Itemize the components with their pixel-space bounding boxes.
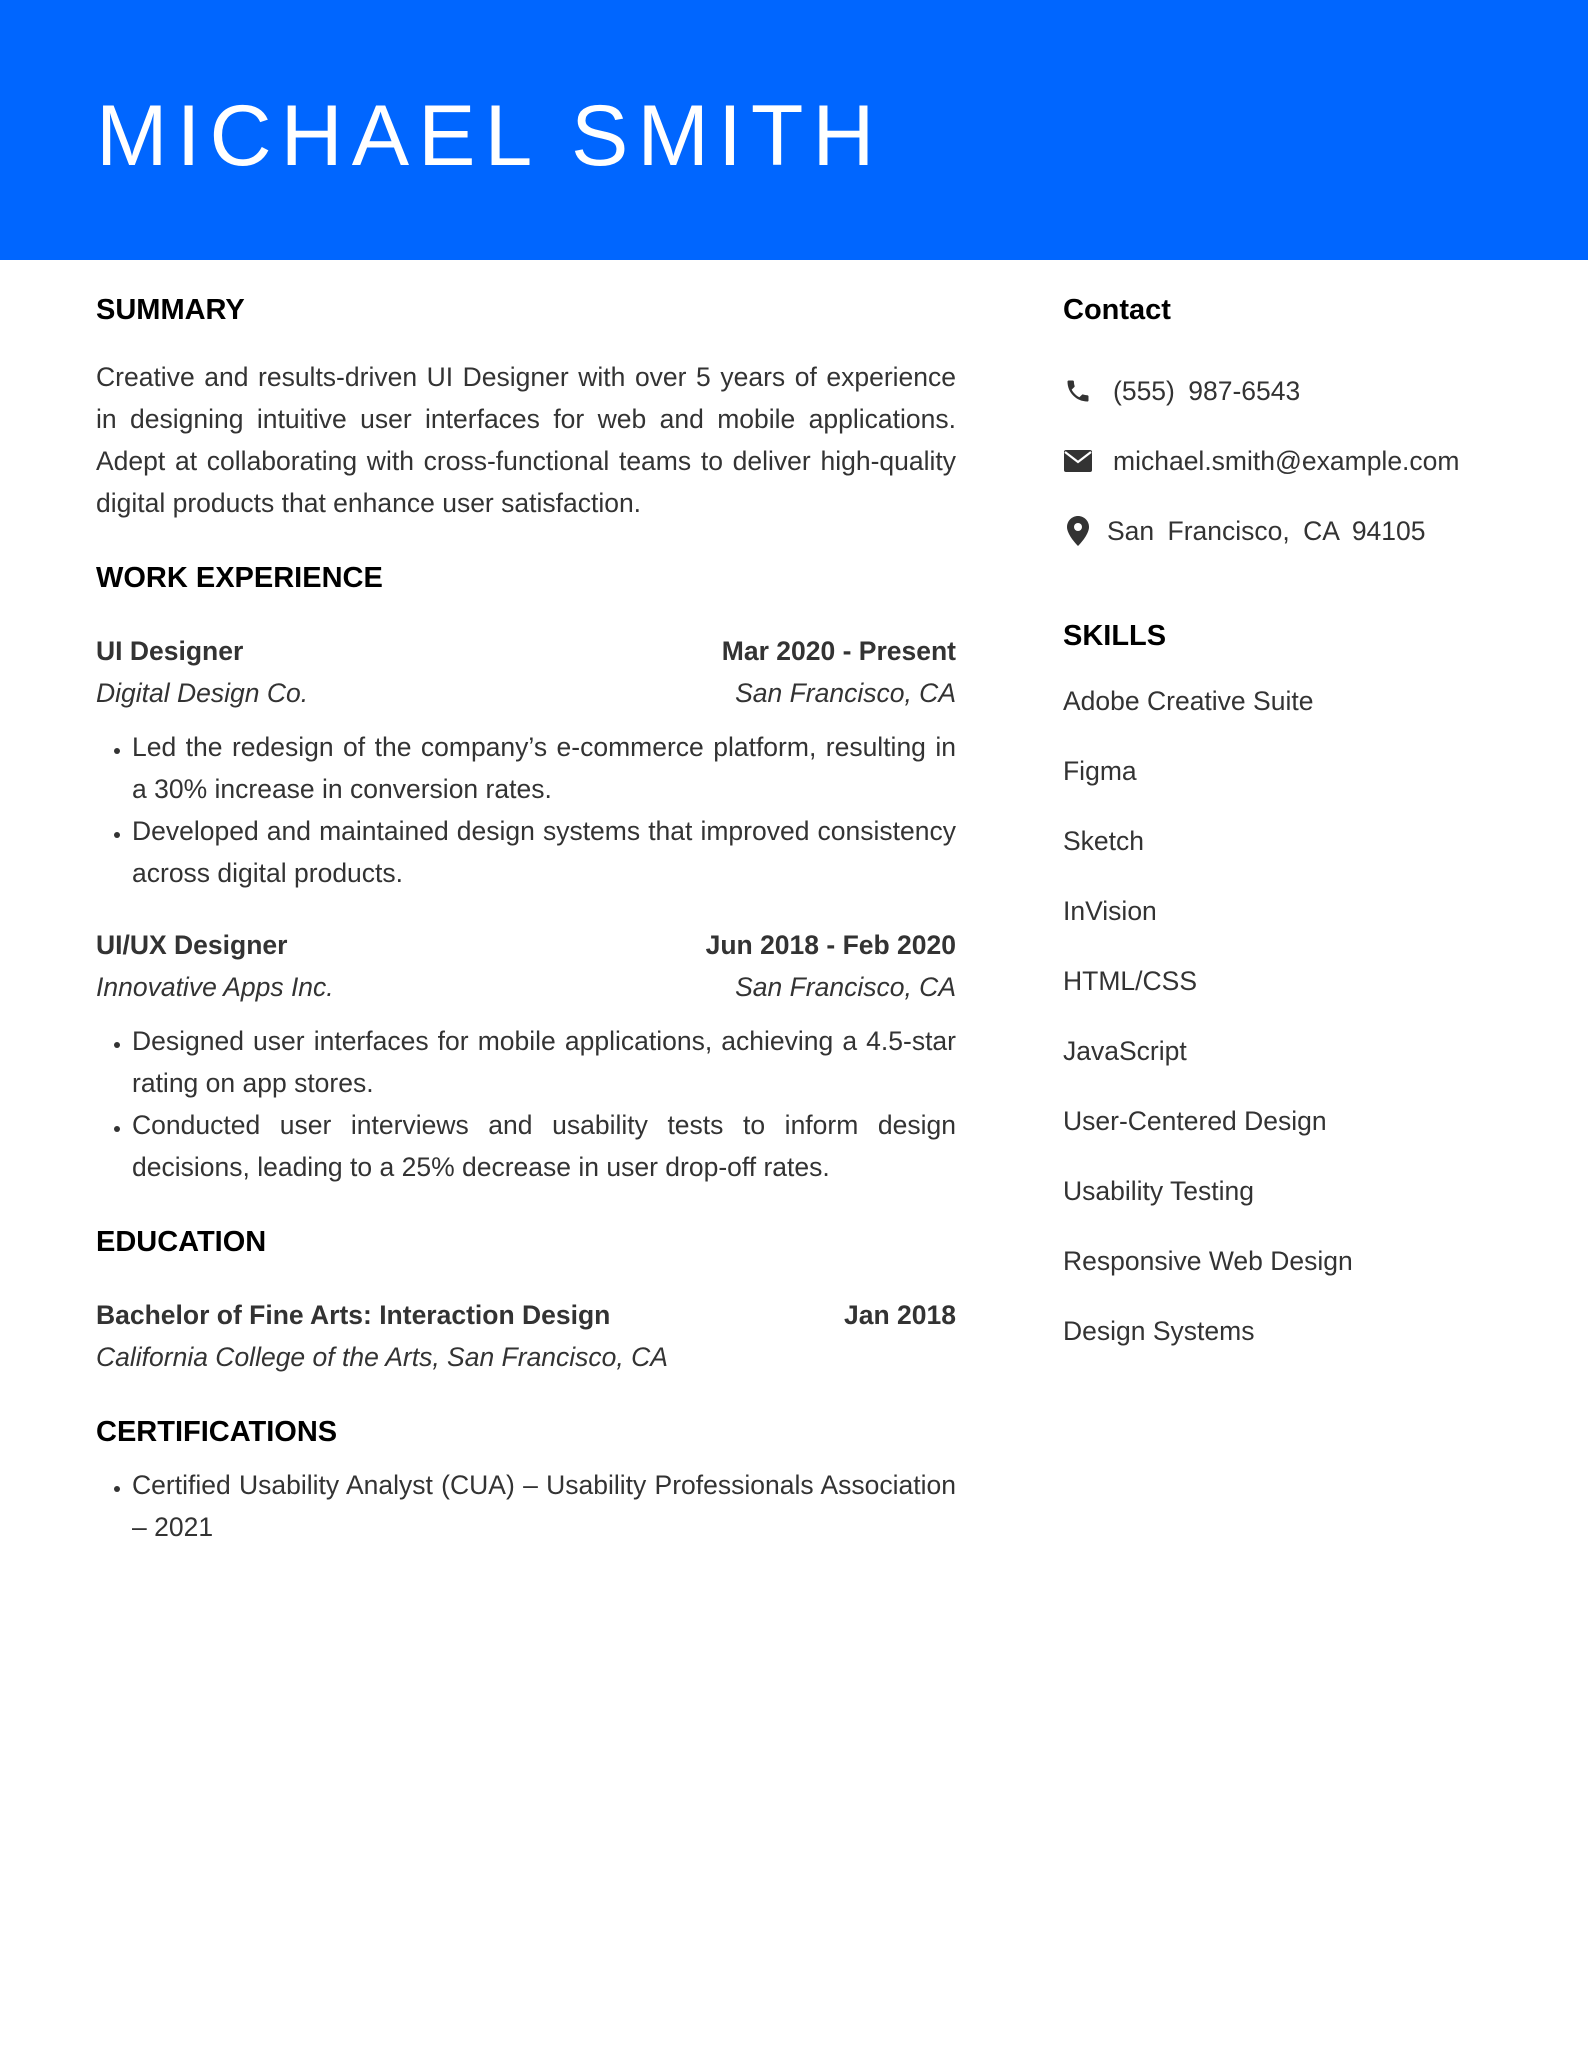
work-experience-section bbox=[96, 558, 956, 1188]
summary-text: Creative and results-driven UI Designer with over 5 years of experience in designing intuitive user interfaces for web and mobile applications. Adept at collaborating with cross-functional teams to deliver high-quality digital products that enhance user satisfaction. bbox=[96, 362, 956, 518]
contact-email bbox=[1063, 440, 1533, 482]
certifications-heading: CERTIFICATIONS bbox=[96, 1416, 338, 1448]
sidebar-column bbox=[1063, 290, 1533, 1380]
education-entry bbox=[96, 1294, 956, 1378]
job-dates: Jun 2018 - Feb 2020 bbox=[705, 930, 956, 960]
contact-location-text: San Francisco, CA 94105 bbox=[1107, 515, 1426, 546]
envelope-icon bbox=[1063, 446, 1093, 476]
main-column bbox=[96, 290, 956, 1548]
skill-item: Responsive Web Design bbox=[1063, 1246, 1353, 1276]
certifications-section bbox=[96, 1412, 956, 1548]
skills-section bbox=[1063, 616, 1533, 1352]
skill-item: Design Systems bbox=[1063, 1316, 1255, 1346]
education-school: California College of the Arts, San Francisco, CA bbox=[96, 1342, 668, 1372]
job-bullet: • Developed and maintained design systems that improved consistency across digital products. bbox=[132, 810, 956, 894]
job-dates: Mar 2020 - Present bbox=[721, 636, 956, 666]
header-banner bbox=[0, 0, 1588, 260]
certification-item: • Certified Usability Analyst (CUA) – Usability Professionals Association – 2021 bbox=[132, 1464, 956, 1548]
contact-phone bbox=[1063, 370, 1533, 412]
work-experience-heading: WORK EXPERIENCE bbox=[96, 562, 383, 594]
job-bullets bbox=[96, 1020, 956, 1188]
education-date: Jan 2018 bbox=[844, 1300, 956, 1330]
skill-item: Figma bbox=[1063, 756, 1137, 786]
job-role: UI Designer bbox=[96, 636, 244, 666]
job-role: UI/UX Designer bbox=[96, 930, 288, 960]
job-bullet: • Led the redesign of the company’s e-commerce platform, resulting in a 30% increase in conversion rates. bbox=[132, 726, 956, 810]
skill-item: Sketch bbox=[1063, 826, 1145, 856]
skill-item: JavaScript bbox=[1063, 1036, 1187, 1066]
skill-item: HTML/CSS bbox=[1063, 966, 1197, 996]
contact-email-text: michael.smith@example.com bbox=[1113, 445, 1460, 476]
contact-location bbox=[1063, 510, 1533, 552]
education-degree: Bachelor of Fine Arts: Interaction Design bbox=[96, 1300, 611, 1330]
skill-item: Adobe Creative Suite bbox=[1063, 686, 1314, 716]
job-bullet: • Conducted user interviews and usability tests to inform design decisions, leading to a 25% decrease in user drop-off rates. bbox=[132, 1104, 956, 1188]
map-pin-icon bbox=[1063, 516, 1093, 546]
job-location: San Francisco, CA bbox=[735, 972, 956, 1002]
job-company: Digital Design Co. bbox=[96, 678, 309, 708]
summary-heading: SUMMARY bbox=[96, 294, 245, 326]
phone-icon bbox=[1063, 376, 1093, 406]
job-bullet: • Designed user interfaces for mobile applications, achieving a 4.5-star rating on app stores. bbox=[132, 1020, 956, 1104]
certifications-list bbox=[96, 1464, 956, 1548]
job-company: Innovative Apps Inc. bbox=[96, 972, 334, 1002]
contact-heading: Contact bbox=[1063, 294, 1171, 326]
summary-section bbox=[96, 290, 956, 524]
candidate-name: MICHAEL SMITH bbox=[96, 88, 884, 184]
job-bullets bbox=[96, 726, 956, 894]
education-heading: EDUCATION bbox=[96, 1226, 267, 1258]
skill-item: InVision bbox=[1063, 896, 1157, 926]
skills-heading: SKILLS bbox=[1063, 620, 1167, 652]
skills-list bbox=[1063, 680, 1533, 1352]
skill-item: Usability Testing bbox=[1063, 1176, 1254, 1206]
skill-item: User-Centered Design bbox=[1063, 1106, 1327, 1136]
job-entry bbox=[96, 630, 956, 894]
job-location: San Francisco, CA bbox=[735, 678, 956, 708]
contact-section bbox=[1063, 290, 1533, 552]
education-section bbox=[96, 1222, 956, 1378]
job-entry bbox=[96, 924, 956, 1188]
contact-phone-text: (555) 987-6543 bbox=[1113, 375, 1301, 406]
